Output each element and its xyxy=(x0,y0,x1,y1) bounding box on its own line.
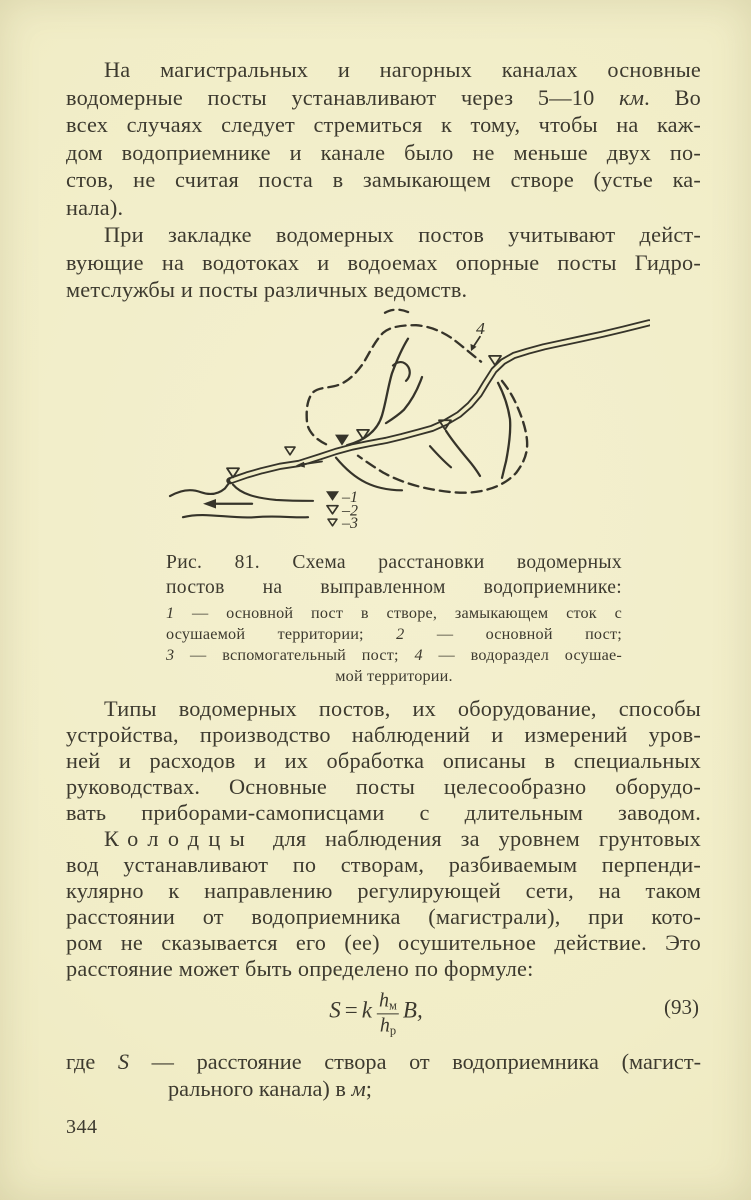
text-line: вать приборами-самописцами с длительным заводом. xyxy=(66,799,701,825)
watershed-pointer-arrow xyxy=(471,336,481,350)
paragraph-1 xyxy=(66,56,701,221)
fraction-numerator xyxy=(377,990,399,1014)
text-line: где S — расстояние створа от водоприемника (магист- xyxy=(66,1048,701,1074)
text-line: постов на выправленном водоприемнике: xyxy=(166,576,622,598)
river-bank-line xyxy=(183,515,308,517)
denominator-subscript: р xyxy=(389,1023,397,1037)
tributary-line xyxy=(446,430,480,475)
tributary-line xyxy=(430,446,451,467)
watershed-boundary-top-fragment xyxy=(385,309,413,314)
formula-where-clause xyxy=(66,1048,701,1102)
figure-caption xyxy=(166,550,622,687)
formula-rhs: B, xyxy=(402,997,423,1022)
paragraph-3 xyxy=(66,696,701,826)
text-line: нала). xyxy=(66,194,124,220)
text-line: всех случаях следует стремиться к тому, чтобы на каж- xyxy=(66,112,701,137)
watershed-label: 4 xyxy=(475,317,485,338)
legend-open-triangle xyxy=(327,505,338,513)
text-line: рального канала) в м; xyxy=(168,1075,372,1101)
numerator-base: h xyxy=(379,988,390,1011)
figure-legend xyxy=(326,489,358,532)
text-line: вод устанавливают по створам, разбиваемым перпенди- xyxy=(66,851,701,877)
legend-label-3: –3 xyxy=(342,514,358,532)
legend-label-2: –2 xyxy=(342,502,358,519)
tributary-line xyxy=(347,338,408,445)
text-line: расстоянии от водоприемника (магистрали), при кото- xyxy=(66,903,701,929)
text-line: Рис. 81. Схема расстановки водомерных xyxy=(166,551,622,573)
formula-expression xyxy=(329,990,422,1037)
formula-fraction xyxy=(377,990,399,1037)
river-flow-arrow xyxy=(203,498,252,508)
text-line: руководствах. Основные посты целесообразно оборудо- xyxy=(66,773,701,799)
post-marker-open-triangle xyxy=(357,429,369,438)
tributary-line xyxy=(386,377,422,423)
text-line: расстояние может быть определено по формуле: xyxy=(66,955,534,981)
figure-81-drawing xyxy=(150,306,650,546)
formula-lhs: S xyxy=(329,997,341,1022)
post-marker-filled-triangle xyxy=(335,434,349,445)
river-bank-line xyxy=(170,481,313,500)
text-line: дом водоприемнике и канале было не меньше двух по- xyxy=(66,139,701,165)
tributary-line xyxy=(498,382,510,477)
post-marker-open-triangle-small xyxy=(285,447,295,455)
text-line: ром не сказывается его (ее) осушительное действие. Это xyxy=(66,929,701,955)
text-line: мой территории. xyxy=(335,666,453,685)
denominator-base: h xyxy=(379,1014,390,1036)
numerator-subscript: м xyxy=(389,997,397,1012)
text-line: При закладке водомерных постов учитывают дейст- xyxy=(104,222,701,247)
text-line: устройства, производство наблюдений и измерений уров- xyxy=(66,721,701,747)
text-line: осушаемой территории; 2 — основной пост; xyxy=(166,624,622,643)
legend-filled-triangle xyxy=(326,491,339,501)
text-line: метслужбы и посты различных ведомств. xyxy=(66,277,468,302)
text-line: Колодцы для наблюдения за уровнем грунтовых xyxy=(104,825,701,851)
figure-81 xyxy=(150,306,650,546)
paragraph-2 xyxy=(66,221,701,304)
text-line: 1 — основной пост в створе, замыкающем сток с xyxy=(166,603,622,622)
text-line: На магистральных и нагорных каналах основные xyxy=(104,57,701,82)
text-line: ней и расходов и их обработка описаны в специальных xyxy=(66,747,701,773)
paragraph-4 xyxy=(66,826,701,982)
formula-93 xyxy=(66,986,701,1042)
watershed-boundary-left xyxy=(307,325,481,444)
text-line: стов, не считая поста в замыкающем створе (устье ка- xyxy=(66,167,701,192)
equals-sign: = xyxy=(344,997,358,1022)
figure-caption-legend xyxy=(166,603,622,687)
fraction-denominator xyxy=(377,1014,399,1037)
text-line: водомерные посты устанавливают через 5—10 км. Во xyxy=(66,84,701,110)
figure-caption-title xyxy=(166,550,622,600)
text-line: 3 — вспомогательный пост; 4 — водораздел осушае- xyxy=(166,645,622,664)
formula-coefficient: k xyxy=(361,997,373,1022)
page-number: 344 xyxy=(66,1115,98,1138)
text-line: Типы водомерных постов, их оборудование, способы xyxy=(104,695,701,721)
legend-label-1: –1 xyxy=(342,488,358,506)
legend-open-triangle-small xyxy=(328,519,337,526)
text-line: вующие на водотоках и водоемах опорные посты Гидро- xyxy=(66,249,701,275)
text-line: кулярно к направлению регулирующей сети, на таком xyxy=(66,877,701,903)
equation-number: (93) xyxy=(664,994,699,1019)
